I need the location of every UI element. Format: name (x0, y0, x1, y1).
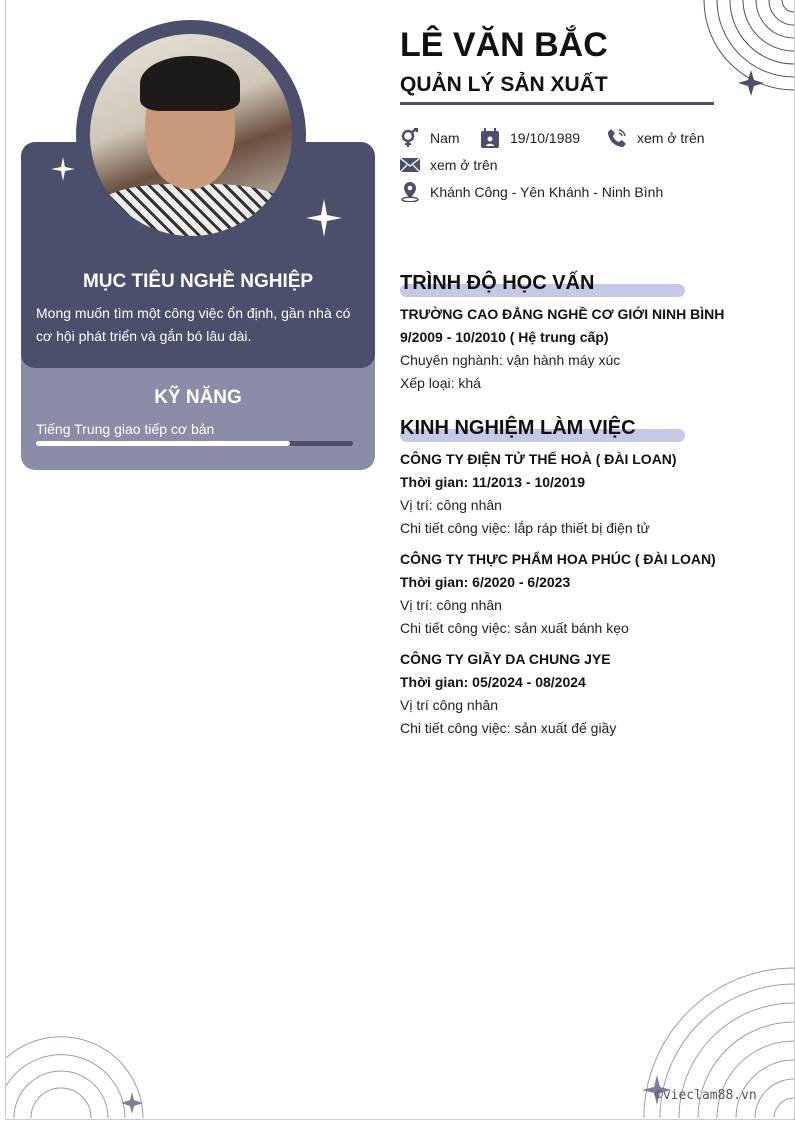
work-period: Thời gian: 6/2020 - 6/2023 (400, 574, 571, 590)
sparkle-icon (50, 156, 76, 182)
phone-field (607, 128, 705, 148)
experience-title: KINH NGHIỆM LÀM VIỆC (400, 417, 636, 439)
education-entry (400, 303, 724, 395)
address-value: Khánh Công - Yên Khánh - Ninh Bình (430, 184, 664, 200)
company-name: CÔNG TY GIẦY DA CHUNG JYE (400, 651, 611, 667)
skill-level-fill (36, 441, 290, 446)
gender-field (400, 128, 460, 148)
avatar (90, 34, 292, 236)
address-field (400, 182, 663, 202)
phone-icon (607, 128, 627, 148)
watermark: ©vieclam88.vn (655, 1088, 757, 1103)
email-value: xem ở trên (430, 157, 498, 173)
divider (400, 102, 714, 105)
skills-title: KỸ NĂNG (154, 387, 242, 408)
work-detail: Chi tiết công việc: sản xuất đế giầy (400, 720, 617, 736)
work-position: Vị trí: công nhân (400, 597, 502, 613)
education-title: TRÌNH ĐỘ HỌC VẤN (400, 272, 595, 294)
experience-item (400, 448, 716, 540)
skill-level-bar (36, 441, 353, 446)
calendar-icon (480, 128, 500, 148)
education-grade: Xếp loại: khá (400, 375, 481, 391)
work-position: Vị trí công nhân (400, 697, 499, 713)
work-detail: Chi tiết công việc: sản xuất bánh kẹo (400, 620, 629, 636)
mail-icon (400, 155, 420, 175)
company-name: CÔNG TY ĐIỆN TỬ THẾ HOÀ ( ĐÀI LOAN) (400, 451, 677, 467)
experience-heading (400, 417, 636, 440)
location-pin-icon (400, 182, 420, 202)
objective-text: Mong muốn tìm một công việc ổn định, gần nhà có cơ hội phát triển và gắn bó lâu dài. (36, 305, 351, 344)
experience-list (400, 448, 716, 748)
gender-value: Nam (430, 130, 460, 146)
experience-item (400, 548, 716, 640)
sparkle-icon (305, 198, 343, 238)
work-position: Vị trí: công nhân (400, 497, 502, 513)
phone-value: xem ở trên (637, 130, 705, 146)
objective-title: MỤC TIÊU NGHỀ NGHIỆP (82, 271, 314, 292)
school-name: TRƯỜNG CAO ĐẲNG NGHỀ CƠ GIỚI NINH BÌNH (400, 306, 725, 322)
skill-name: Tiếng Trung giao tiếp cơ bản (36, 421, 215, 437)
education-period: 9/2009 - 10/2010 ( Hệ trung cấp) (400, 329, 609, 345)
education-major: Chuyên nghành: vận hành máy xúc (400, 352, 621, 368)
email-field (400, 155, 498, 175)
full-name: LÊ VĂN BẮC (400, 26, 608, 64)
work-period: Thời gian: 05/2024 - 08/2024 (400, 674, 586, 690)
experience-item (400, 648, 716, 740)
birthday-value: 19/10/1989 (510, 130, 581, 146)
work-detail: Chi tiết công việc: lắp ráp thiết bị điện tử (400, 520, 650, 536)
education-heading (400, 272, 594, 295)
job-title: QUẢN LÝ SẢN XUẤT (400, 73, 608, 96)
birthday-field (480, 128, 580, 148)
work-period: Thời gian: 11/2013 - 10/2019 (400, 474, 586, 490)
company-name: CÔNG TY THỰC PHẨM HOA PHÚC ( ĐÀI LOAN) (400, 551, 716, 567)
gender-icon (400, 128, 420, 148)
